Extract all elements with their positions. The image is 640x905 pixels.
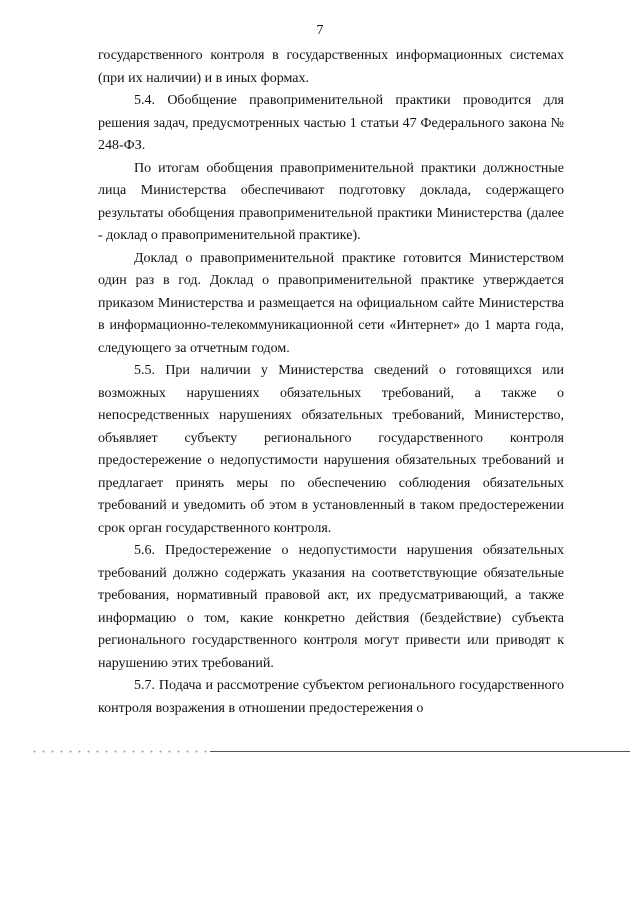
paragraph-report-preparation: По итогам обобщения правоприменительной практики должностные лица Министерства обеспечивают подготовку доклада, содержащего результаты обобщения правоприменительной практики Министерства (далее - доклад о правоприменительной практике). (98, 160, 564, 243)
scan-artifact-line (210, 751, 630, 752)
paragraph-5-6: 5.6. Предостережение о недопустимости нарушения обязательных требований должно содержать указания на соответствующие обязательные требования, нормативный правовой акт, их предусматривающий, а также информацию о том, какие конкретно действия (бездействие) субъекта регионального государственного контроля могут привести или приводят к нарушению этих требований. (98, 543, 564, 671)
document-body (98, 45, 564, 720)
paragraph-5-7: 5.7. Подача и рассмотрение субъектом регионального государственного контроля возражения в отношении предостережения о (98, 678, 564, 716)
paragraph-5-5: 5.5. При наличии у Министерства сведений о готовящихся или возможных нарушениях обязательных требований, а также о непосредственных нарушениях обязательных требований, Министерство, объявляет субъекту регионального государственного контроля предостережение о недопустимости нарушения обязательных требований и предлагает принять меры по обеспечению соблюдения обязательных требований и уведомить об этом в установленный в таком предостережении срок орган государственного контроля. (98, 363, 564, 536)
paragraph-continuation: государственного контроля в государственных информационных системах (при их наличии) и в иных формах. (98, 48, 564, 86)
page-number: 7 (316, 23, 324, 38)
paragraph-5-4: 5.4. Обобщение правоприменительной практики проводится для решения задач, предусмотренных частью 1 статьи 47 Федерального закона № 248-ФЗ. (98, 93, 564, 153)
scan-artifact-dots (30, 750, 210, 753)
paragraph-report-publication: Доклад о правоприменительной практике готовится Министерством один раз в год. Доклад о правоприменительной практике утверждается приказом Министерства и размещается на официальном сайте Министерства в информационно-телекоммуникационной сети «Интернет» до 1 марта года, следующего за отчетным годом. (98, 250, 564, 356)
